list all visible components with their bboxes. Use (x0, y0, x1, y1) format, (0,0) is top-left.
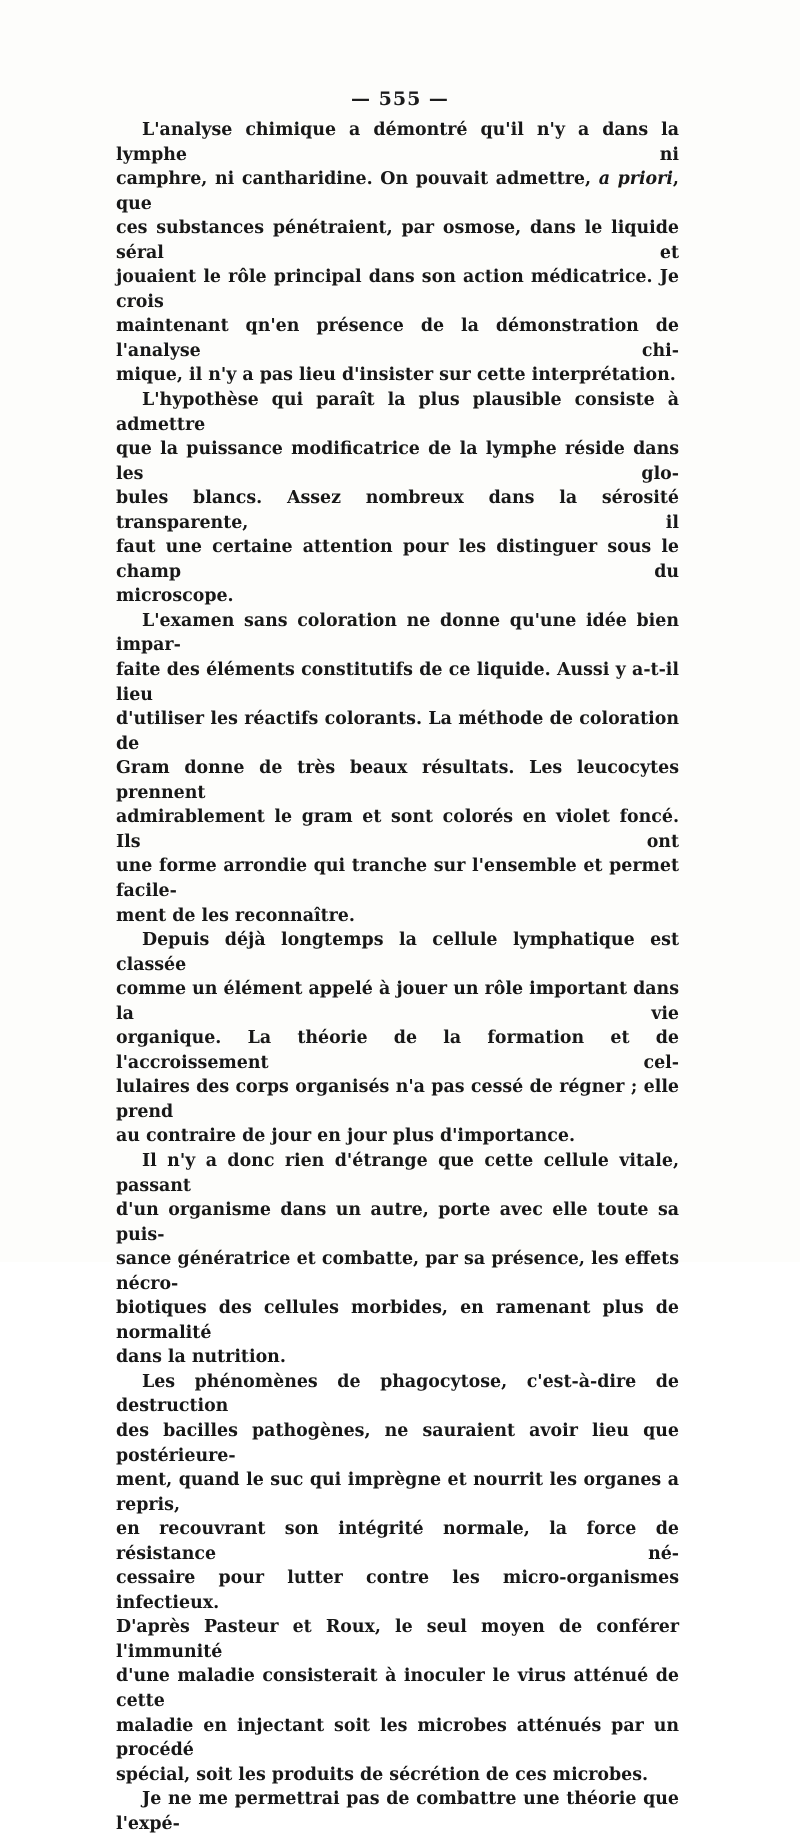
paragraph-analyse-chimique-line: mique, il n'y a pas lieu d'insister sur cette interprétation. (116, 365, 676, 386)
paragraph-phagocytose-line: en recouvrant son intégrité normale, la force de résistance né- (116, 1519, 679, 1564)
paragraph-phagocytose-line: ment, quand le suc qui imprègne et nourrit les organes a repris, (116, 1470, 679, 1515)
paragraph-cellule-lymphatique-line: comme un élément appelé à jouer un rôle important dans la vie (116, 979, 679, 1024)
paragraph-analyse-chimique-line: camphre, ni cantharidine. On pouvait admettre, a priori, que (116, 169, 679, 214)
paragraph-analyse-chimique-line: maintenant qn'en présence de la démonstration de l'analyse chi- (116, 316, 679, 361)
paragraph-phagocytose-line: D'après Pasteur et Roux, le seul moyen de conférer l'immunité (116, 1617, 679, 1662)
paragraph-phagocytose-line: Les phénomènes de phagocytose, c'est-à-dire de destruction (116, 1371, 679, 1417)
paragraph-examen-coloration-line: une forme arrondie qui tranche sur l'ensemble et permet facile- (116, 856, 679, 901)
paragraph-examen-coloration-line: Gram donne de très beaux résultats. Les leucocytes prennent (116, 758, 679, 803)
paragraph-cellule-lymphatique-line: au contraire de jour en jour plus d'importance. (116, 1126, 576, 1147)
paragraph-cellule-vitale-line: sance génératrice et combatte, par sa présence, les effets nécro- (116, 1249, 679, 1294)
paragraph-phagocytose-line: maladie en injectant soit les microbes atténués par un procédé (116, 1715, 679, 1761)
paragraph-hypothese-line: bules blancs. Assez nombreux dans la sérosité transparente, il (116, 488, 679, 533)
paragraph-phagocytose-line: spécial, soit les produits de sécrétion de ces microbes. (116, 1764, 649, 1785)
paragraph-hypothese-line: microscope. (116, 586, 234, 607)
paragraph-cellule-lymphatique-line: lulaires des corps organisés n'a pas cessé de régner ; elle prend (116, 1077, 679, 1122)
paragraph-analyse-chimique-line: ces substances pénétraient, par osmose, dans le liquide séral et (116, 218, 679, 263)
paragraph-hypothese-line: L'hypothèse qui paraît la plus plausible consiste à admettre (116, 390, 679, 435)
page-number: — 555 — (351, 88, 449, 110)
paragraph-analyse-chimique-line: L'analyse chimique a démontré qu'il n'y a dans la lymphe ni (116, 120, 679, 165)
paragraph-examen-coloration-line: L'examen sans coloration ne donne qu'une idée bien impar- (116, 610, 679, 656)
paragraph-phagocytose-line: cessaire pour lutter contre les micro-organismes infectieux. (116, 1568, 679, 1613)
paragraph-phagocytose-line: d'une maladie consisterait à inoculer le virus atténué de cette (116, 1666, 679, 1711)
body-text (116, 118, 679, 1836)
paragraph-hypothese-line: faut une certaine attention pour les distinguer sous le champ du (116, 537, 679, 582)
paragraph-analyse-chimique-line: jouaient le rôle principal dans son action médicatrice. Je crois (116, 267, 679, 312)
paragraph-cellule-lymphatique-line: organique. La théorie de la formation et de l'accroissement cel- (116, 1028, 679, 1073)
italic-a-priori: a priori (598, 169, 673, 190)
paragraph-cellule-vitale-line: dans la nutrition. (116, 1347, 286, 1368)
paragraph-examen-coloration-line: faite des éléments constitutifs de ce liquide. Aussi y a-t-il lieu (116, 660, 679, 705)
paragraph-examen-coloration-line: admirablement le gram et sont colorés en violet foncé. Ils ont (116, 807, 679, 852)
paragraph-theorie-experience-line: Je ne me permettrai pas de combattre une théorie que l'expé- (116, 1789, 679, 1834)
paragraph-examen-coloration-line: d'utiliser les réactifs colorants. La méthode de coloration de (116, 709, 679, 754)
paragraph-cellule-vitale-line: biotiques des cellules morbides, en ramenant plus de normalité (116, 1298, 679, 1343)
paragraph-cellule-vitale-line: Il n'y a donc rien d'étrange que cette cellule vitale, passant (116, 1150, 679, 1196)
paragraph-cellule-vitale-line: d'un organisme dans un autre, porte avec elle toute sa puis- (116, 1200, 679, 1245)
paragraph-examen-coloration-line: ment de les reconnaître. (116, 905, 355, 926)
paragraph-hypothese-line: que la puissance modificatrice de la lymphe réside dans les glo- (116, 439, 679, 484)
paragraph-cellule-lymphatique-line: Depuis déjà longtemps la cellule lymphatique est classée (116, 930, 679, 975)
paragraph-phagocytose-line: des bacilles pathogènes, ne sauraient avoir lieu que postérieure- (116, 1420, 679, 1466)
